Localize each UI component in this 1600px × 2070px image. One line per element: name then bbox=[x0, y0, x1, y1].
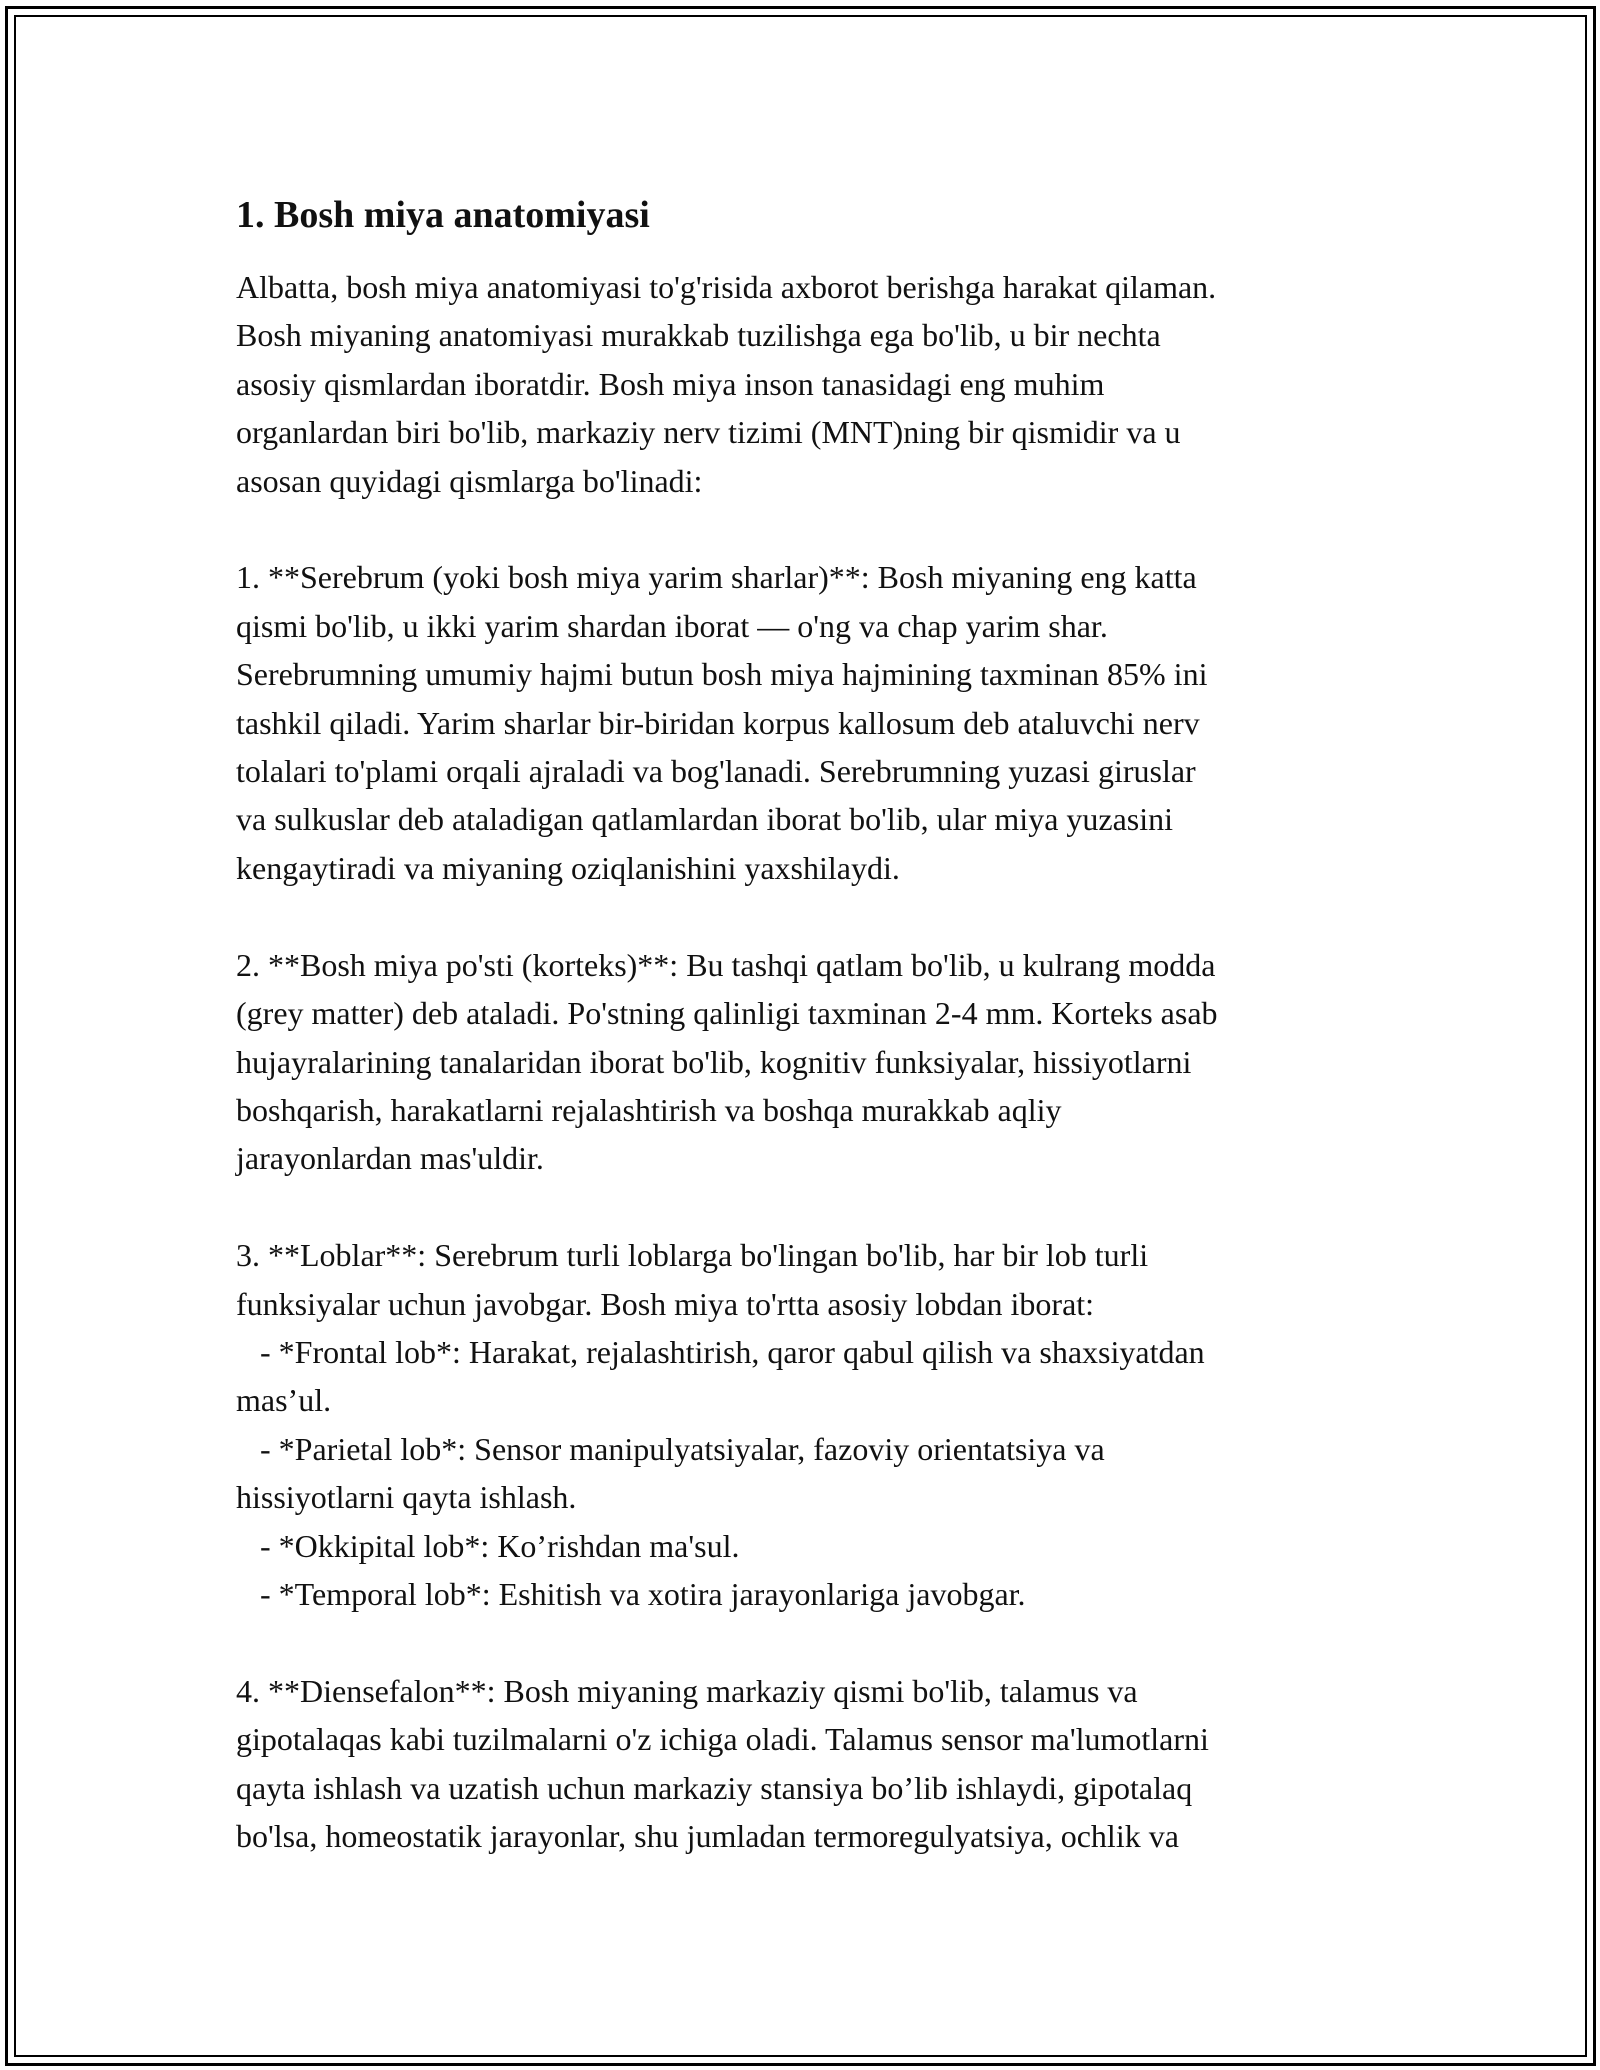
document-content bbox=[236, 185, 1396, 1860]
document-body: Albatta, bosh miya anatomiyasi to'g'risida axborot berishga harakat qilaman. Bosh miyaning anatomiyasi murakkab tuzilishga ega bo'lib, u bir nechta asosiy qismlardan iboratdir. Bosh miya inson tanasidagi eng muhim organlardan biri bo'lib, markaziy nerv tizimi (MNT)ning bir qismidir va u asosan quyidagi qismlarga bo'linadi: 1. **Serebrum (yoki bosh miya yarim sharlar)**: Bosh miyaning eng katta qismi bo'lib, u ikki yarim shardan iborat — o'ng va chap yarim shar. Serebrumning umumiy hajmi butun bosh miya hajmining taxminan 85% ini tashkil qiladi. Yarim sharlar bir-biridan korpus kallosum deb ataluvchi nerv tolalari to'plami orqali ajraladi va bog'lanadi. Serebrumning yuzasi giruslar va sulkuslar deb ataladigan qatlamlardan iborat bo'lib, ular miya yuzasini kengaytiradi va miyaning oziqlanishini yaxshilaydi. 2. **Bosh miya po'sti (korteks)**: Bu tashqi qatlam bo'lib, u kulrang modda (grey matter) deb ataladi. Po'stning qalinligi taxminan 2-4 mm. Korteks asab hujayralarining tanalaridan iborat bo'lib, kognitiv funksiyalar, hissiyotlarni boshqarish, harakatlarni rejalashtirish va boshqa murakkab aqliy jarayonlardan mas'uldir. 3. **Loblar**: Serebrum turli loblarga bo'lingan bo'lib, har bir lob turli funksiyalar uchun javobgar. Bosh miya to'rtta asosiy lobdan iborat: - *Frontal lob*: Harakat, rejalashtirish, qaror qabul qilish va shaxsiyatdan mas’ul. - *Parietal lob*: Sensor manipulyatsiyalar, fazoviy orientatsiya va hissiyotlarni qayta ishlash. - *Okkipital lob*: Ko’rishdan ma'sul. - *Temporal lob*: Eshitish va xotira jarayonlariga javobgar. 4. **Diensefalon**: Bosh miyaning markaziy qismi bo'lib, talamus va gipotalaqas kabi tuzilmalarni o'z ichiga oladi. Talamus sensor ma'lumotlarni qayta ishlash va uzatish uchun markaziy stansiya bo’lib ishlaydi, gipotalaq bo'lsa, homeostatik jarayonlar, shu jumladan termoregulyatsiya, ochlik va bbox=[236, 269, 1218, 1854]
document-title: 1. Bosh miya anatomiyasi bbox=[236, 194, 650, 236]
